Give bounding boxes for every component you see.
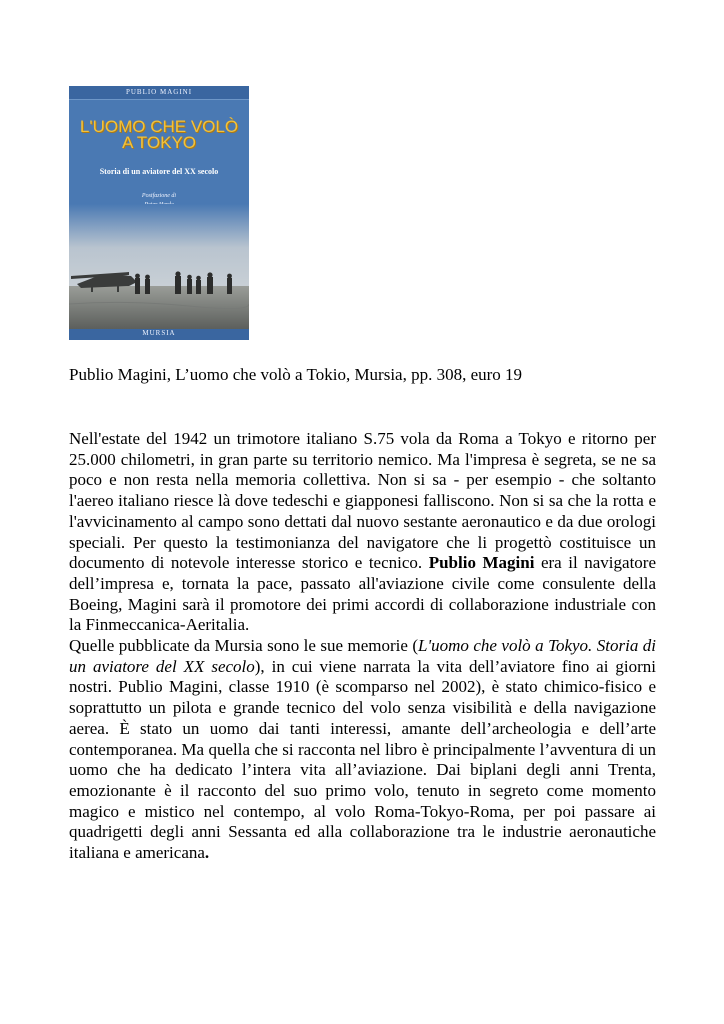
paragraph-2-text-a: Quelle pubblicate da Mursia sono le sue memorie (: [69, 636, 419, 656]
cover-subtitle: Storia di un aviatore del XX secolo: [99, 167, 219, 176]
paragraph-1: [69, 429, 656, 636]
cover-title-line-1: L'UOMO CHE VOLÒ: [79, 117, 239, 136]
paragraph-2: [69, 636, 656, 864]
review-article: [69, 429, 656, 864]
book-caption: Publio Magini, L’uomo che volò a Tokio, Mursia, pp. 308, euro 19: [69, 365, 523, 384]
book-cover: [69, 86, 249, 340]
cover-postface-label: Postfazione di: [141, 193, 177, 199]
paragraph-1-text-a: Nell'estate del 1942 un trimotore italiano S.75 vola da Roma a Tokyo e ritorno per 25.000 chilometri, in gran parte su territorio nemico. Ma l'impresa è segreta, se ne sa poco e non resta nella memoria collettiva. Non si sa - per esempio - che soltanto l'aereo italiano riesce là dove tedeschi e giapponesi falliscono. Non si sa che la rotta e l'avvicinamento al campo sono dettati dal nuovo sestante aeronautico e da due orologi speciali. Per questo la testimonianza del navigatore che li progettò costituisce un documento di notevole interesse storico e tecnico.: [69, 429, 656, 573]
cover-photo: [69, 204, 249, 329]
cover-publisher: MURSIA: [69, 329, 249, 340]
cover-title-line-2: A TOKYO: [121, 133, 197, 152]
paragraph-2-text-b: ), in cui viene narrata la vita dell’aviatore fino ai giorni nostri. Publio Magini, classe 1910 (è scomparso nel 2002), è stato chimico-fisico e soprattutto un pilota e grande tecnico del volo senza visibilità e della navigazione aerea. È stato un uomo dai tanti interessi, amante dell’archeologia e dell’arte contemporanea. Ma quella che si racconta nel libro è principalmente l’avventura di un uomo che ha dedicato l’intera vita all’aviazione. Dai biplani degli anni Trenta, emozionante è il racconto del suo primo volo, tenuto in segreto come momento magico e mistico nel contempo, al volo Roma-Tokyo-Roma, per poi passare ai quadrigetti degli anni Sessanta ed alla collaborazione tra le industrie aeronautiche italiana e americana: [69, 656, 656, 863]
final-period-bold: .: [204, 843, 210, 863]
cover-author: PUBLIO MAGINI: [125, 88, 193, 96]
author-name-bold: Publio Magini: [428, 553, 535, 573]
cover-title: [69, 119, 249, 151]
book-title-italic: L'uomo che volò a Tokyo. Storia di un aviatore del XX secolo: [69, 636, 656, 676]
paragraph-1-text-b: era il navigatore dell’impresa e, tornata la pace, passato all'aviazione civile come consulente della Boeing, Magini sarà il promotore dei primi accordi di collaborazione industriale con la Finmeccanica-Aeritalia.: [69, 553, 656, 635]
